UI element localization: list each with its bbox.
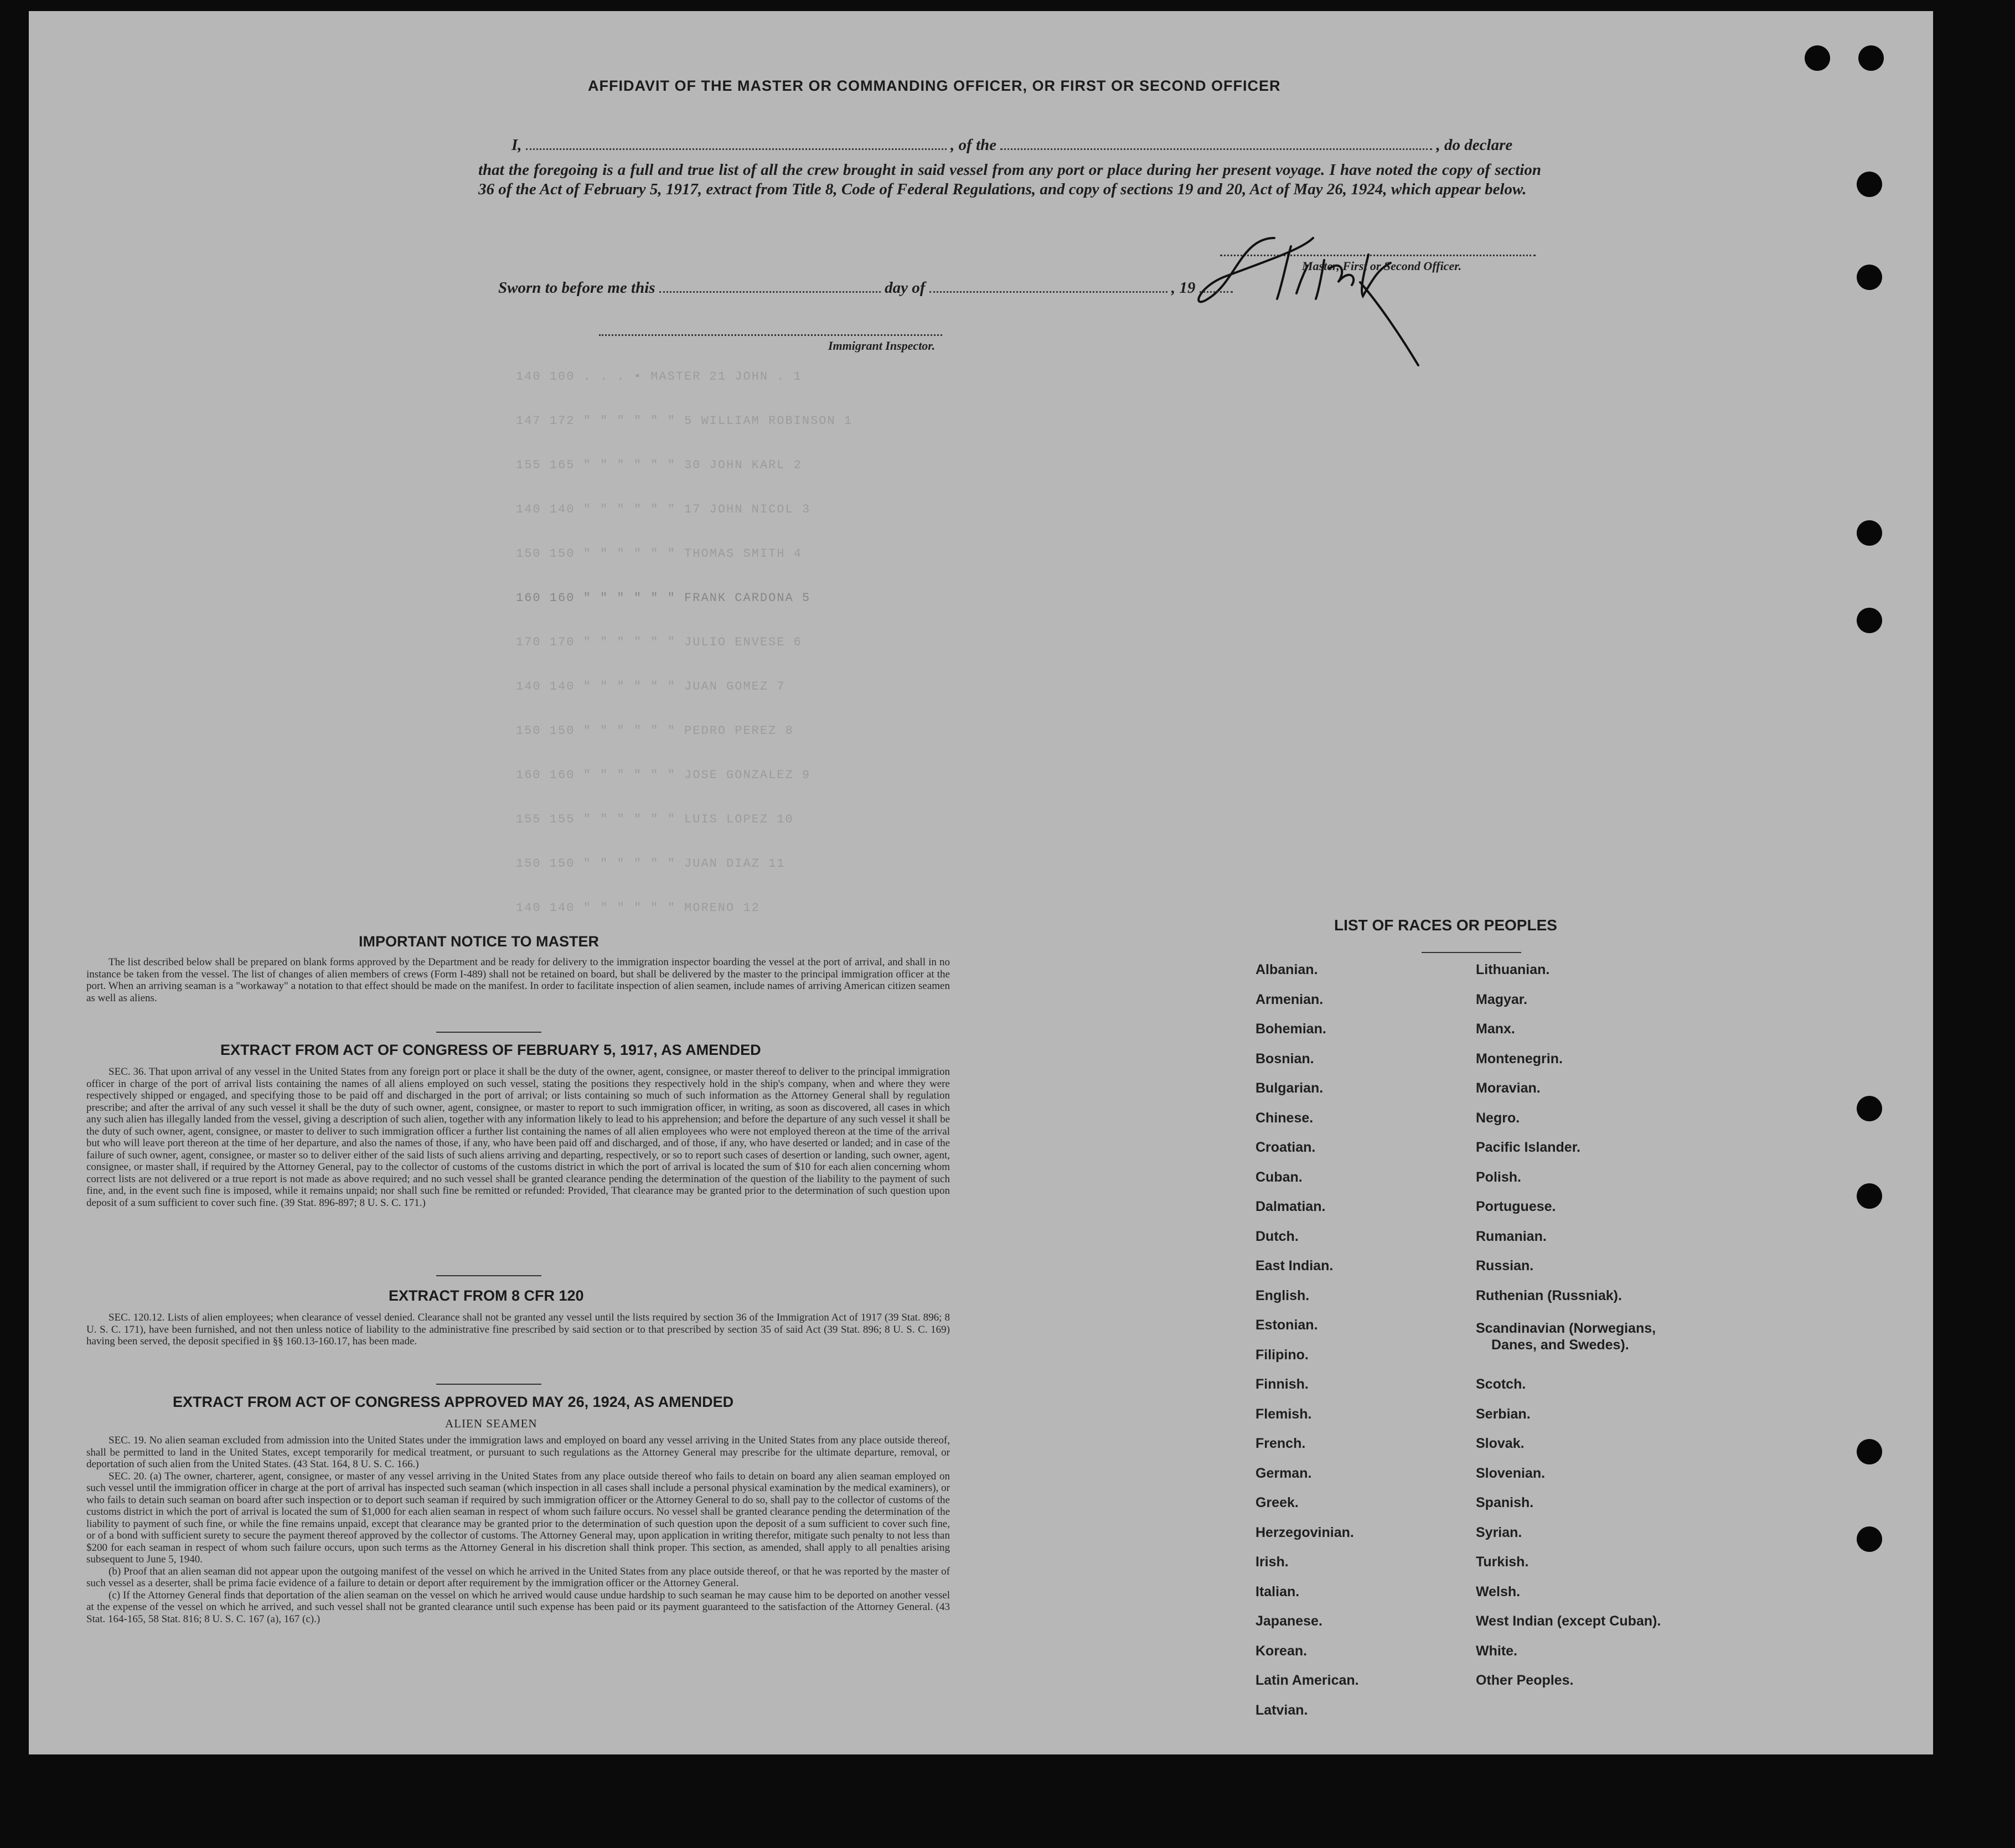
- race-item: West Indian (except Cuban).: [1476, 1613, 1661, 1629]
- race-item: White.: [1476, 1643, 1517, 1659]
- extract-1917-text: SEC. 36. That upon arrival of any vessel in the United States from any foreign port or place it shall be the duty of the owner, agent, consignee, or master thereof to deliver to the principal immigration officer in charge of the port of arrival lists containing the names of all aliens employed on such vessel, stating the positions they respectively hold in the ship's company, when and where they were respectively shipped or engaged, and specifying those to be paid off and discharged in the port of arrival; or lists containing so much of such information as the Attorney General shall by regulation prescribe; and after the arrival of any such vessel it shall be the duty of such owner, agent, consignee, or master to report to such immigration officer, in writing, as soon as discovered, all cases in which any such alien has illegally landed from the vessel, giving a description of such alien, together with any information likely to lead to his apprehension; and before the departure of any such vessel it shall be the duty of such owner, agent, consignee, or master to deliver to such immigration officer a further list containing the names of all alien employees who were not employed thereon at the time of the arrival but who will leave port thereon at the time of her departure, and also the names of those, if any, who have been paid off and discharged, and of those, if any, who have deserted or landed; and in case of the failure of such owner, agent, consignee, or master so to deliver either of the said lists of such aliens arriving and departing, respectively, or so to report such cases of desertion or landing, such owner, agent, consignee, or master shall, if required by the Attorney General, pay to the collector of customs of the customs district in which the port of arrival is located the sum of $10 for each alien concerning whom correct lists are not delivered or a true report is not made as above required; and no such vessel shall be granted clearance pending the determination of the question of the liability to the payment of such fine, and, in the event such fine is imposed, while it remains unpaid; nor shall such fine be remitted or refunded: Provided, That clearance may be granted prior to the determination of such question upon deposit of a sum sufficient to cover such fine. (39 Stat. 896-897; 8 U. S. C. 171.): [86, 1066, 950, 1209]
- race-item: Greek.: [1256, 1495, 1299, 1510]
- race-item: English.: [1256, 1287, 1310, 1303]
- race-item: Flemish.: [1256, 1406, 1312, 1422]
- race-item: Turkish.: [1476, 1554, 1529, 1570]
- race-item: East Indian.: [1256, 1258, 1334, 1274]
- race-item: French.: [1256, 1436, 1306, 1451]
- section-divider: [436, 1032, 541, 1033]
- race-item: Serbian.: [1476, 1406, 1531, 1422]
- race-item: Bohemian.: [1256, 1021, 1326, 1037]
- punch-hole: [1857, 1526, 1882, 1552]
- affidavit-of-the: , of the: [950, 136, 997, 154]
- affidavit-declare: , do declare: [1436, 136, 1513, 154]
- section-divider: [436, 1275, 541, 1276]
- sworn-year: , 19: [1171, 279, 1196, 297]
- punch-hole: [1857, 1183, 1882, 1209]
- race-item: Estonian.: [1256, 1317, 1318, 1333]
- race-item: Filipino.: [1256, 1347, 1309, 1363]
- race-item: Danes, and Swedes).: [1491, 1337, 1629, 1353]
- race-item: Dutch.: [1256, 1228, 1299, 1244]
- race-item: Portuguese.: [1476, 1199, 1556, 1214]
- races-title: LIST OF RACES OR PEOPLES: [1334, 917, 1557, 934]
- race-item: Scandinavian (Norwegians,: [1476, 1321, 1656, 1336]
- punch-hole: [1857, 1096, 1882, 1121]
- sworn-prefix: Sworn to before me this: [498, 279, 655, 297]
- race-item: Spanish.: [1476, 1495, 1534, 1510]
- punch-hole: [1857, 172, 1882, 197]
- race-item: Korean.: [1256, 1643, 1308, 1659]
- punch-hole: [1857, 520, 1882, 546]
- race-item: Syrian.: [1476, 1524, 1522, 1540]
- sec-20c: (c) If the Attorney General finds that deportation of the alien seaman on the vessel on which he arrived would cause undue hardship to such seaman he may cause him to be deported on another vessel at the expense of the vessel on which he arrived, and such vessel shall not be granted clearance until such expense has been paid or its payment guaranteed to the satisfaction of the Attorney General. (43 Stat. 164-165, 58 Stat. 816; 8 U. S. C. 167 (a), 167 (c).): [86, 1589, 950, 1625]
- race-item: Italian.: [1256, 1583, 1300, 1599]
- race-item: Latin American.: [1256, 1673, 1359, 1688]
- sworn-day-of: day of: [885, 279, 926, 297]
- race-item: Herzegovinian.: [1256, 1524, 1354, 1540]
- race-item: Ruthenian (Russniak).: [1476, 1287, 1622, 1303]
- race-item: Latvian.: [1256, 1702, 1308, 1718]
- sworn-line: [498, 279, 1233, 297]
- affidavit-title: AFFIDAVIT OF THE MASTER OR COMMANDING OFFICER, OR FIRST OR SECOND OFFICER: [588, 77, 1281, 94]
- race-item: Bosnian.: [1256, 1050, 1314, 1067]
- name-blank[interactable]: [526, 148, 947, 150]
- race-item: Chinese.: [1256, 1110, 1314, 1126]
- race-item: Rumanian.: [1476, 1228, 1547, 1244]
- affidavit-declaration-line: [478, 136, 1541, 154]
- sec-19: SEC. 19. No alien seaman excluded from admission into the United States under the immigration laws and employed on board any vessel arriving in the United States from any place outside thereof, shall be permitted to land in the United States, except temporarily for medical treatment, or pursuant to such regulations as the Attorney General may prescribe for the ultimate departure, removal, or deportation of such alien from the United States. (43 Stat. 164, 8 U. S. C. 166.): [86, 1435, 950, 1470]
- race-item: German.: [1256, 1465, 1312, 1481]
- inspector-signature-line: [599, 334, 942, 336]
- extract-1924-subtitle: ALIEN SEAMEN: [445, 1417, 538, 1430]
- race-item: Croatian.: [1256, 1140, 1316, 1155]
- race-item: Irish.: [1256, 1554, 1289, 1570]
- race-item: Bulgarian.: [1256, 1080, 1324, 1096]
- race-item: Welsh.: [1476, 1583, 1521, 1599]
- sec-20a: SEC. 20. (a) The owner, charterer, agent, consignee, or master of any vessel arriving in the United States from any place outside thereof who fails to detain on board any alien seaman employed on such vessel until the immigration officer in charge at the port of arrival has inspected such seaman (which inspection in all cases shall include a personal physical examination by the medical examiners), or who fails to detain such seaman on board after such inspection or to deport such seaman if required by such immigration officer or the Attorney General to do so, shall pay to the collector of customs of the customs district in which the port of arrival is located the sum of $1,000 for each alien seaman in respect of whom such failure occurs. No vessel shall be granted clearance pending the determination of the liability to payment of such fine, or while the fine remains unpaid, except that clearance may be granted prior to the determination of such question upon the deposit of a sum sufficient to cover such fine, or of a bond with sufficient surety to secure the payment thereof approved by the collector of customs. The Attorney General may, upon application in writing therefor, mitigate such penalty to not less than $200 for each seaman in respect of whom such failure occurs, upon such terms as the Attorney General in his discretion shall think proper. This section, as amended, shall apply to all penalties arising subsequent to June 5, 1940.: [86, 1470, 950, 1565]
- punch-hole: [1857, 1439, 1882, 1464]
- sec-20b: (b) Proof that an alien seaman did not appear upon the outgoing manifest of the vessel on which he arrived in the United States from any place outside thereof, or that he was reported by the master of such vessel as a deserter, shall be prima facie evidence of a failure to detain or deport after requirement by the immigration officer or the Attorney General.: [86, 1565, 950, 1589]
- race-item: Moravian.: [1476, 1080, 1541, 1096]
- race-item: Manx.: [1476, 1021, 1515, 1037]
- extract-cfr-title: EXTRACT FROM 8 CFR 120: [389, 1287, 584, 1304]
- race-item: Slovak.: [1476, 1436, 1525, 1451]
- punch-hole: [1805, 45, 1830, 71]
- race-item: Scotch.: [1476, 1376, 1526, 1392]
- race-item: Cuban.: [1256, 1169, 1303, 1185]
- race-item: Montenegrin.: [1476, 1050, 1563, 1067]
- punch-hole: [1857, 265, 1882, 290]
- affidavit-body: that the foregoing is a full and true list of all the crew brought in said vessel from any port or place during her present voyage. I have noted the copy of section 36 of the Act of February 5, 1917, extract from Title 8, Code of Federal Regulations, and copy of sections 19 and 20, Act of May 26, 1924, which appear below.: [478, 161, 1541, 198]
- punch-hole: [1858, 45, 1884, 71]
- race-item: Albanian.: [1256, 962, 1318, 977]
- document-page: 140 100 . . . • MASTER 21 JOHN . 1 147 172 " " " " " " 5 WILLIAM ROBINSON 1 155 165 " " " " " " 30 JOHN KARL 2 140 140 " " " " " " 17 JOHN NICOL 3 150 150 " " " " " " THOMAS SMITH 4 160 160 " " " " " " FRANK CARDONA 5 170 170 " " " " " " JULIO ENVESE 6 140 140 " " " " " " JUAN GOMEZ 7 150 150 " " " " " " PEDRO PEREZ 8 160 160 " " " " " " JOSE GONZALEZ 9 155 155 " " " " " " LUIS LOPEZ 10 150 150 " " " " " " JUAN DIAZ 11 140 140 " " " " " " MORENO 12 AFFIDAVIT OF THE MASTER OR COMMANDING OFFICER, OR FIRST OR SECOND OFFICER I, , of the , do declare that the foregoing is a full and true list of all the crew brought in said vessel from any port or place during her present voyage. I have noted the copy of section 36 of the Act of February 5, 1917, extract from Title 8, Code of Federal Regulations, and copy of sections 19 and 20, Act of May 26, 1924, which appear below. Master, First or Second Officer. Sworn to before me this day of , 19 Immigrant Inspector. IMPORTANT NOTICE TO MASTER The list described below shall be prepared on blank forms approved by the Department and be ready for delivery to the immigration inspector boarding the vessel at the port of arrival, and shall in no instance be taken from the vessel. The list of changes of alien members of crews (Form I-489) shall not be retained on board, but shall be delivered by the master to the principal immigration officer at the port. When an arriving seaman is a "workaway" a notation to that effect should be made on the manifest. In order to facilitate inspection of alien seamen, include names of arriving American citizen seamen as well as aliens. EXTRACT FROM ACT OF CONGRESS OF FEBRUARY 5, 1917, AS AMENDED SEC. 36. That upon arrival of any vessel in the United States from any foreign port or place it shall be the duty of the owner, agent, consignee, or master thereof to deliver to the principal immigration officer in charge of the port of arrival lists containing the names of all aliens employed on such vessel, stating the positions they respectively hold in the ship's company, when and where they were respectively shipped or engaged, and specifying those to be paid off and discharged in the port of arrival; or lists containing so much of such information as the Attorney General shall by regulation prescribe; and after the arrival of any such vessel it shall be the duty of such owner, agent, consignee, or master to report to such immigration officer, in writing, as soon as discovered, all cases in which any such alien has illegally landed from the vessel, giving a description of such alien, together with any information likely to lead to his apprehension; and before the departure of any such vessel it shall be the duty of such owner, agent, consignee, or master to deliver to such immigration officer a further list containing the names of all alien employees who were not employed thereon at the time of the arrival but who will leave port thereon at the time of her departure, and also the names of those, if any, who have been paid off and discharged, and of those, if any, who have deserted or landed; and in case of the failure of such owner, agent, consignee, or master so to deliver either of the said lists of such aliens arriving and departing, respectively, or so to report such cases of desertion or landing, such owner, agent, consignee, or master shall, if required by the Attorney General, pay to the collector of customs of the customs district in which the port of arrival is located the sum of $10 for each alien concerning whom correct lists are not delivered or a true report is not made as above required; and no such vessel shall be granted clearance pending the determination of the question of the liability to the payment of such fine, and, in the event such fine is imposed, while it remains unpaid; nor shall such fine be remitted or refunded: Provided, That clearance may be granted prior to the determination of such question upon deposit of a sum sufficient to cover such fine. (39 Stat. 896-897; 8 U. S. C. 171.) EXTRACT FROM 8 CFR 120 SEC. 120.12. Lists of alien employees; when clearance of vessel denied. Clearance shall not be granted any vessel until the lists required by section 36 of the Immigration Act of 1917 (39 Stat. 896; 8 U. S. C. 171), have been furnished, and not then unless notice of liability to the administrative fine prescribed by said section or to that prescribed by section 35 of said Act (39 Stat. 896; 8 U. S. C. 169) having been served, the deposit specified in §§ 160.13-160.17, has been made. EXTRACT FROM ACT OF CONGRESS APPROVED MAY 26, 1924, AS AMENDED ALIEN SEAMEN SEC. 19. No alien seaman excluded from admission into the United States under the immigration laws and employed on board any vessel arriving in the United States from any place outside thereof, shall be permitted to land in the United States, except temporarily for medical treatment, or pursuant to such regulations as the Attorney General may prescribe for the ultimate departure, removal, or deportation of such alien from the United States. (43 Stat. 164, 8 U. S. C. 166.) SEC. 20. (a) The owner, charterer, agent, consignee, or master of any vessel arriving in the United States from any place outside thereof who fails to detain on board any alien seaman employed on such vessel until the immigration officer in charge at the port of arrival has inspected such seaman (which inspection in all cases shall include a personal physical examination by the medical examiners), or who fails to detain such seaman on board after such inspection or to deport such seaman if required by such immigration officer or the Attorney General to do so, shall pay to the collector of customs of the customs district in which the port of arrival is located the sum of $1,000 for each alien seaman in respect of whom such failure occurs. No vessel shall be granted clearance pending the determination of the liability to payment of such fine, or while the fine remains unpaid, except that clearance may be granted prior to the determination of such question upon the deposit of a sum sufficient to cover such fine, or of a bond with sufficient surety to secure the payment thereof approved by the collector of customs. The Attorney General may, upon application in writing therefor, mitigate such penalty to not less than $200 for each seaman in respect of whom such failure occurs, upon such terms as the Attorney General in his discretion shall think proper. This section, as amended, shall apply to all penalties arising subsequent to June 5, 1940. (b) Proof that an alien seaman did not appear upon the outgoing manifest of the vessel on which he arrived in the United States from any place outside thereof, or that he was reported by the master of such vessel as a deserter, shall be prima facie evidence of a failure to detain or deport after requirement by the immigration officer or the Attorney General. (c) If the Attorney General finds that deportation of the alien seaman on the vessel on which he arrived would cause undue hardship to such seaman he may cause him to be deported on another vessel at the expense of the vessel on which he arrived, and such vessel shall not be granted clearance until such expense has been paid or its payment guaranteed to the satisfaction of the Attorney General. (43 Stat. 164-165, 58 Stat. 816; 8 U. S. C. 167 (a), 167 (c).) LIST OF RACES OR PEOPLES Albanian. Armenian. Bohemian. Bosnian. Bulgarian. Chinese. Croatian. Cuban. Dalmatian. Dutch. East Indian. English. Estonian. Filipino. Finnish. Flemish. French. German. Greek. Herzegovinian. Irish. Italian. Japanese. Korean. Latin American. Latvian. Lithuanian. Magyar. Manx. Montenegrin. Moravian. Negro. Pacific Islander. Polish. Portuguese. Rumanian. Russian. Ruthenian (Russniak). Scandinavian (Norwegians, Danes, and Swedes). Scotch. Serbian. Slovak. Slovenian. Spanish. Syrian. Turkish. Welsh. West Indian (except Cuban). White. Other Peoples.: [29, 11, 1933, 1754]
- race-item: Dalmatian.: [1256, 1199, 1326, 1214]
- race-item: Armenian.: [1256, 991, 1324, 1007]
- affidavit-prefix: I,: [512, 136, 522, 154]
- sworn-date-blank[interactable]: [659, 291, 881, 293]
- notice-text: The list described below shall be prepared on blank forms approved by the Department and be ready for delivery to the immigration inspector boarding the vessel at the port of arrival, and shall in no instance be taken from the vessel. The list of changes of alien members of crews (Form I-489) shall not be retained on board, but shall be delivered by the master to the principal immigration officer at the port. When an arriving seaman is a "workaway" a notation to that effect should be made on the manifest. In order to facilitate inspection of alien seamen, include names of arriving American citizen seamen as well as aliens.: [86, 956, 950, 1004]
- section-divider: [436, 1384, 541, 1385]
- extract-1924-title: EXTRACT FROM ACT OF CONGRESS APPROVED MAY 26, 1924, AS AMENDED: [173, 1394, 734, 1410]
- officer-signature: [1158, 216, 1546, 382]
- race-item: Lithuanian.: [1476, 962, 1550, 977]
- section-divider: [1422, 952, 1521, 953]
- punch-hole: [1857, 608, 1882, 633]
- extract-1924-text: [86, 1435, 950, 1625]
- extract-cfr-text: SEC. 120.12. Lists of alien employees; when clearance of vessel denied. Clearance shall not be granted any vessel until the lists required by section 36 of the Immigration Act of 1917 (39 Stat. 896; 8 U. S. C. 171), have been furnished, and not then unless notice of liability to the administrative fine prescribed by said section or to that prescribed by section 35 of said Act (39 Stat. 896; 8 U. S. C. 169) having been served, the deposit specified in §§ 160.13-160.17, has been made.: [86, 1312, 950, 1347]
- inspector-caption: Immigrant Inspector.: [828, 339, 936, 353]
- race-item: Pacific Islander.: [1476, 1140, 1580, 1155]
- race-item: Russian.: [1476, 1258, 1534, 1274]
- race-item: Japanese.: [1256, 1613, 1322, 1629]
- race-item: Polish.: [1476, 1169, 1521, 1185]
- race-item: Slovenian.: [1476, 1465, 1546, 1481]
- race-item: Magyar.: [1476, 991, 1528, 1007]
- race-item: Finnish.: [1256, 1376, 1309, 1392]
- race-item: Negro.: [1476, 1110, 1520, 1126]
- signature-caption: Master, First or Second Officer.: [1302, 259, 1462, 273]
- sworn-year-blank[interactable]: [1200, 291, 1233, 293]
- extract-1917-title: EXTRACT FROM ACT OF CONGRESS OF FEBRUARY 5, 1917, AS AMENDED: [220, 1042, 761, 1058]
- notice-title: IMPORTANT NOTICE TO MASTER: [359, 933, 599, 950]
- race-item: Other Peoples.: [1476, 1673, 1574, 1688]
- vessel-blank[interactable]: [1000, 148, 1432, 150]
- sworn-month-blank[interactable]: [929, 291, 1167, 293]
